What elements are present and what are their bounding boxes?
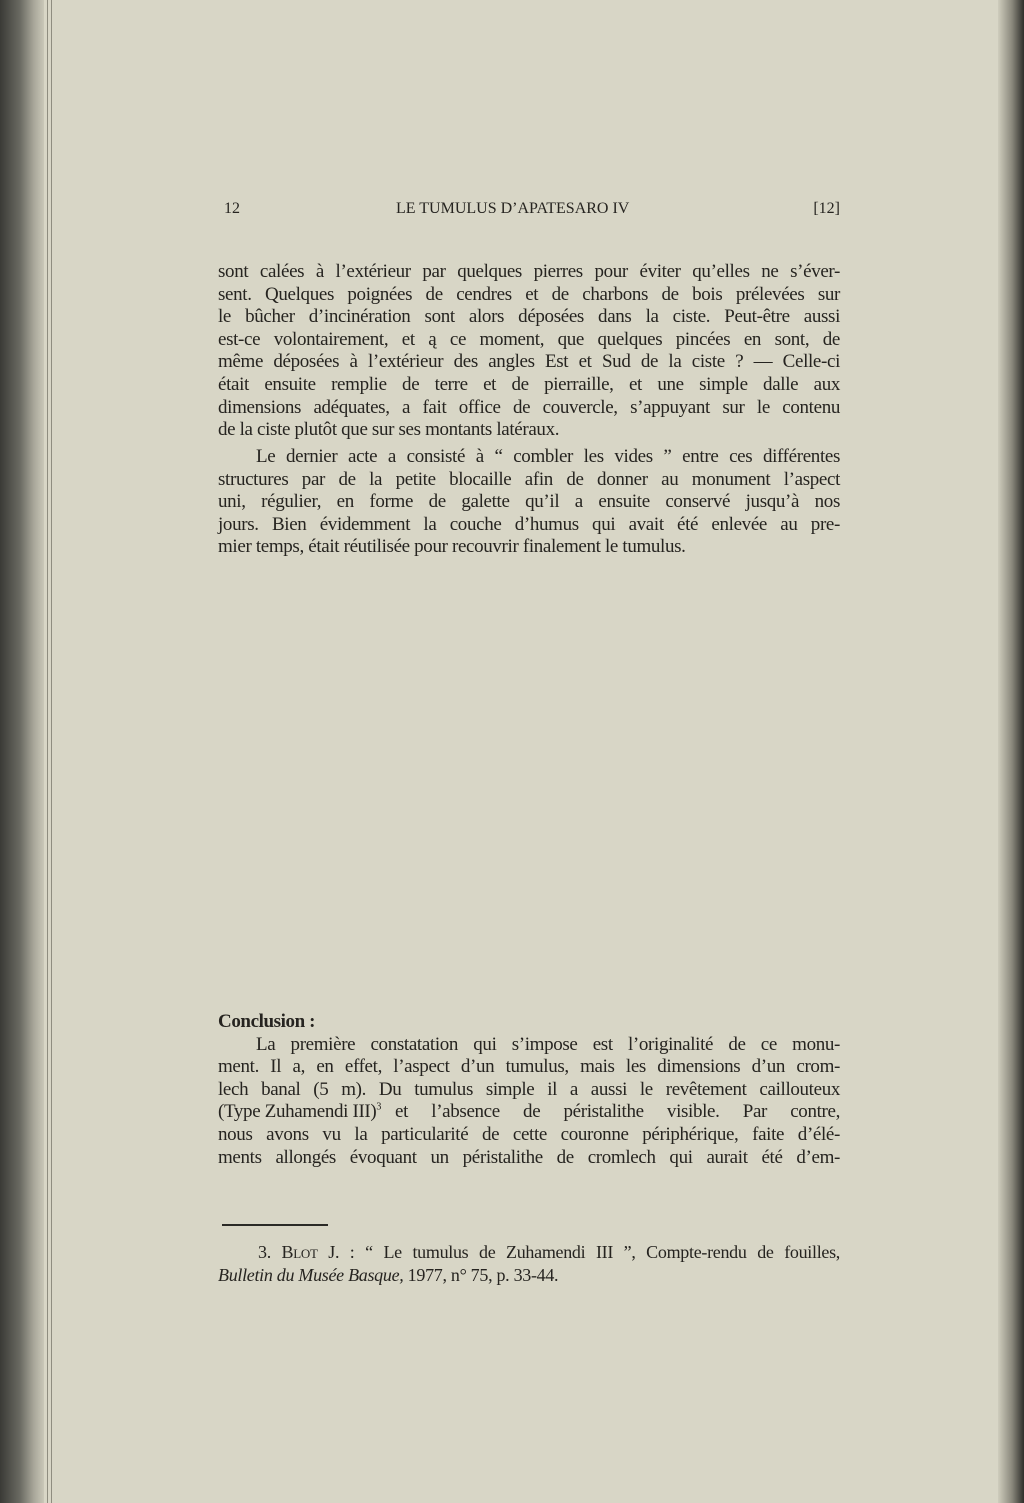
page-edge (51, 0, 52, 1503)
text-line: lech banal (5 m). Du tumulus simple il a aussi le revêtement caillouteux (218, 1078, 840, 1100)
section-heading: Conclusion : (218, 1011, 316, 1032)
footnote-divider (222, 1224, 328, 1226)
footnote-text: : “ Le tumulus de Zuhamendi III ”, Compte-rendu de fouilles, (339, 1242, 841, 1262)
text-line (218, 1101, 840, 1124)
text-line: de la ciste plutôt que sur ses montants latéraux. (218, 419, 560, 441)
text-line: le bûcher d’incinération sont alors déposées dans la ciste. Peut-être aussi (218, 306, 840, 328)
text-line: sont calées à l’extérieur par quelques pierres pour éviter qu’elles ne s’éver- (218, 261, 840, 282)
text-fragment (218, 1101, 381, 1124)
footnote-journal: Bulletin du Musée Basque, (218, 1264, 404, 1285)
text-line: est-ce volontairement, et ą ce moment, que quelques pincées en sont, de (218, 328, 840, 350)
footnote-line (218, 1241, 840, 1264)
text-line: même déposées à l’extérieur des angles Est et Sud de la ciste ? — Celle-ci (218, 351, 840, 373)
footnote-author: Blot J. (281, 1242, 340, 1262)
page-number: 12 (224, 200, 240, 217)
footnote (218, 1241, 840, 1286)
text-line: ments allongés évoquant un péristalithe de cromlech qui aurait été d’em- (218, 1146, 840, 1168)
facing-page-edge (998, 0, 1024, 1503)
text-line: La première constatation qui s’impose est l’originalité de ce monu- (256, 1033, 840, 1055)
book-binding (0, 0, 44, 1503)
text-line: jours. Bien évidemment la couche d’humus qui avait été enlevée au pre- (218, 513, 840, 535)
running-header (218, 200, 840, 222)
text-line: sent. Quelques poignées de cendres et de charbons de bois prélevées sur (218, 283, 840, 305)
conclusion-section (218, 1011, 840, 1169)
bracket-page-number: [12] (813, 200, 840, 217)
footnote-number: 3. (258, 1242, 271, 1262)
running-title: LE TUMULUS D’APATESARO IV (396, 200, 630, 217)
page-edge (47, 0, 48, 1503)
footnote-text: 1977, n° 75, p. 33-44. (403, 1264, 559, 1285)
paragraph-1 (218, 261, 840, 442)
text-line: uni, régulier, en forme de galette qu’il a ensuite conservé jusqu’à nos (218, 491, 840, 513)
text-fragment: et l’absence de péristalithe visible. Par contre, (395, 1101, 840, 1123)
text-line: nous avons vu la particularité de cette couronne périphérique, faite d’élé- (218, 1123, 840, 1145)
text-line: était ensuite remplie de terre et de pierraille, et une simple dalle aux (218, 373, 840, 395)
text-line: Le dernier acte a consisté à “ combler les vides ” entre ces différentes (256, 446, 840, 467)
footnote-reference: 3 (376, 1102, 382, 1114)
text-line: mier temps, était réutilisée pour recouvrir finalement le tumulus. (218, 536, 686, 558)
footnote-line (218, 1264, 840, 1287)
text-line: dimensions adéquates, a fait office de couvercle, s’appuyant sur le contenu (218, 396, 840, 418)
text-fragment: (Type Zuhamendi III) (218, 1101, 377, 1123)
text-line: structures par de la petite blocaille afin de donner au monument l’aspect (218, 468, 840, 490)
text-line: ment. Il a, en effet, l’aspect d’un tumulus, mais les dimensions d’un crom- (218, 1056, 840, 1078)
paragraph-2 (218, 446, 840, 559)
